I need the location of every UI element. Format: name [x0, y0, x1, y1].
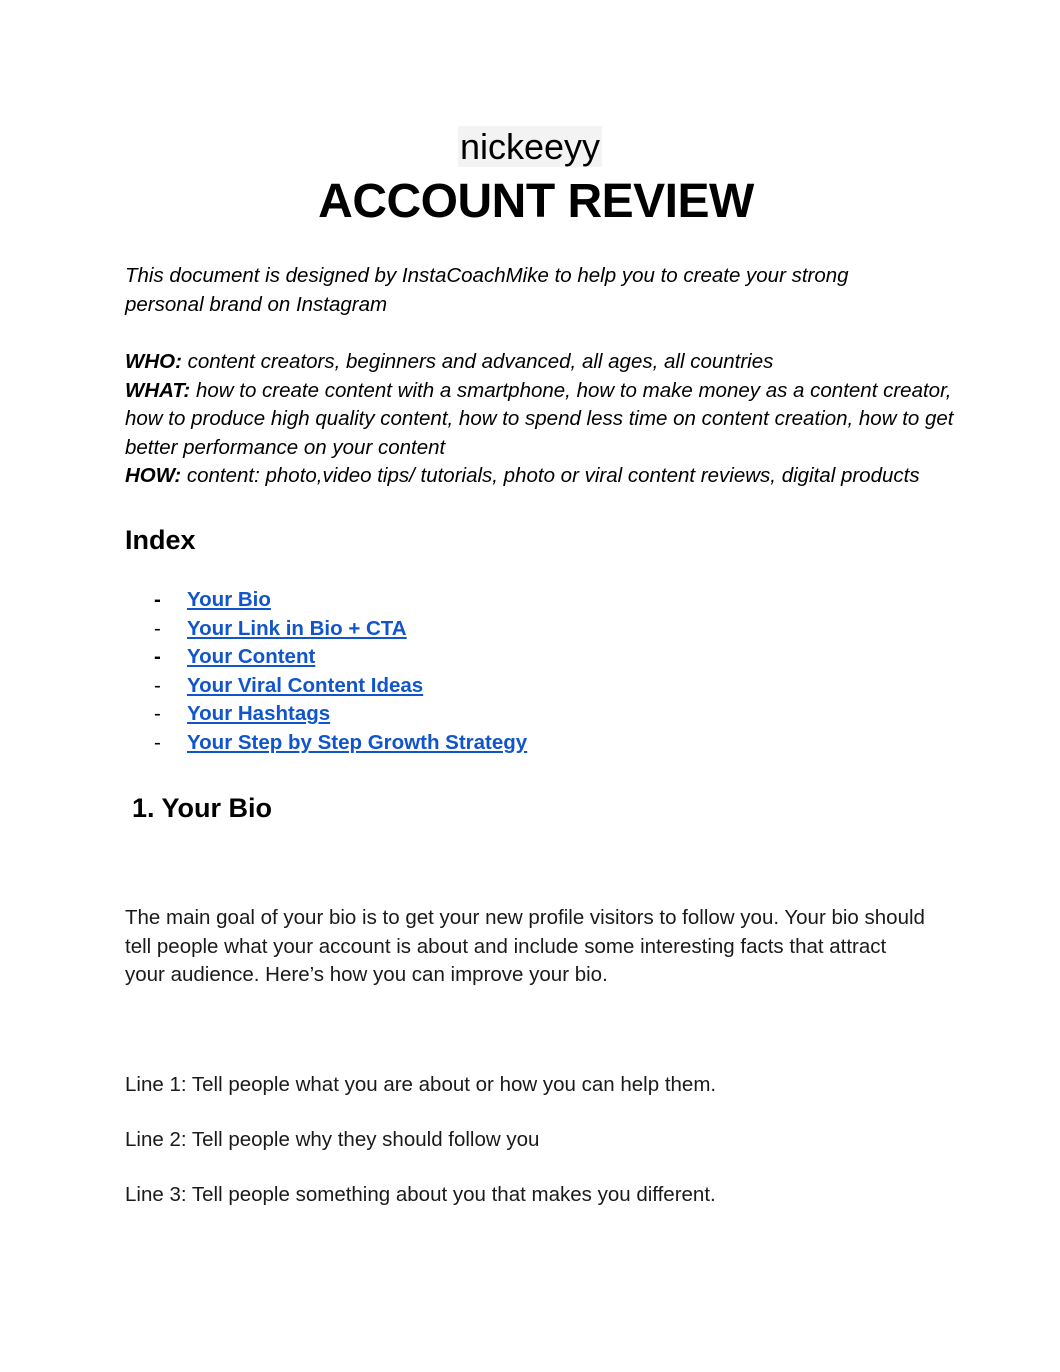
how-label: HOW:: [125, 464, 182, 488]
index-link-viral-content-ideas[interactable]: Your Viral Content Ideas: [187, 673, 424, 697]
index-link-your-content[interactable]: Your Content: [187, 645, 316, 669]
account-username: [0, 124, 1060, 170]
list-bullet: -: [154, 616, 161, 640]
section-heading-your-bio: 1. Your Bio: [132, 793, 273, 823]
what-label: WHAT:: [125, 378, 191, 402]
bio-line-3: Line 3: Tell people something about you that makes you different.: [125, 1183, 716, 1206]
bio-paragraph: The main goal of your bio is to get your new profile visitors to follow you. Your bio should tell people what your account is about and include some interesting facts that attract your audience. Here’s how you can improve your bio.: [125, 906, 925, 987]
audience-block: [125, 348, 955, 491]
account-username-text: nickeeyy: [459, 126, 601, 167]
document-title: ACCOUNT REVIEW: [318, 175, 754, 228]
intro-paragraph: This document is designed by InstaCoachMike to help you to create your strong personal brand on Instagram: [125, 264, 849, 316]
index-link-link-in-bio[interactable]: Your Link in Bio + CTA: [187, 616, 407, 640]
index-link-growth-strategy[interactable]: Your Step by Step Growth Strategy: [187, 730, 528, 754]
list-bullet: -: [154, 702, 161, 726]
bio-line-1: Line 1: Tell people what you are about or how you can help them.: [125, 1073, 717, 1096]
index-link-hashtags[interactable]: Your Hashtags: [187, 702, 331, 726]
list-bullet: -: [154, 645, 161, 669]
who-label: WHO:: [125, 350, 182, 373]
who-text: content creators, beginners and advanced, all ages, all countries: [181, 350, 774, 373]
list-bullet: -: [154, 730, 161, 754]
index-link-your-bio[interactable]: Your Bio: [187, 588, 271, 611]
list-bullet: -: [154, 588, 161, 611]
list-bullet: -: [154, 673, 161, 697]
index-heading: Index: [125, 525, 196, 555]
bio-line-2: Line 2: Tell people why they should follow you: [125, 1128, 540, 1151]
how-text: content: photo,video tips/ tutorials, photo or viral content reviews, digital products: [181, 464, 920, 488]
what-text: how to create content with a smartphone, how to make money as a content creator, how to produce high quality content, how to spend less time on content creation, how to get better performance on your content: [125, 378, 954, 459]
